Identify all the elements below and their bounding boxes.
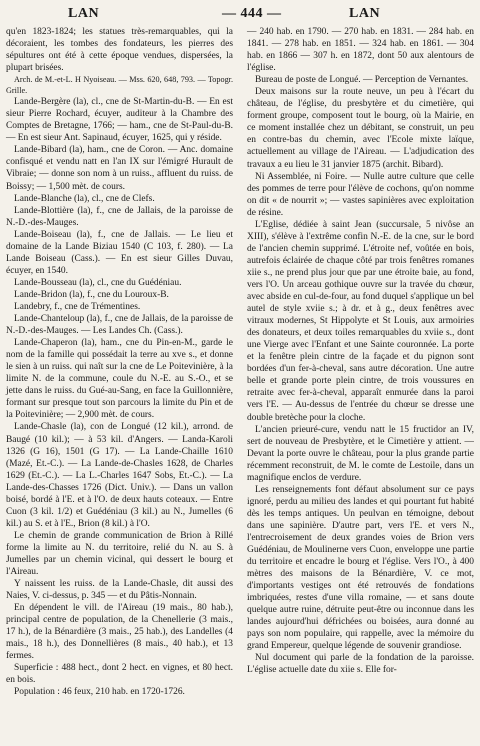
left-column — [6, 26, 233, 699]
entry: Lande-Bousseau (la), cl., cne du Guédéniau. — [14, 277, 182, 288]
entry: Lande-Chaperon (la), ham., cne du Pin-en-M., garde le nom de la famille qui possédait la terre au xve s., et donne le sien à un ruiss. qui naît sur la cne de Le Poitevinière, à la limite N. de la commune, coule du N.-E. au S.-O., et se jette dans le ruiss. du Gué-au-Sang, en face la Guillonnière, formant sur presque tout son parcours la limite du Pin et de la Poitevinière; — 2,900 mèt. de cours. — [6, 338, 233, 421]
paragraph: Bureau de poste de Longué. — Perception de Vernantes. — [255, 75, 469, 86]
paragraph: Le chemin de grande communication de Brion à Rillé forme la limite au N. du territoire, relié du N. au S. à Jumelles par un chemin vicinal, qui dessert le bourg et l'Aireau. — [6, 530, 233, 578]
entry: Lande-Blanche (la), cl., cne de Clefs. — [14, 193, 155, 204]
page-header — [0, 6, 480, 26]
running-head-left: LAN — [68, 6, 100, 21]
paragraph: Nul document qui parle de la fondation de la paroisse. L'église actuelle date du xiie s. Elle for- — [247, 653, 474, 676]
entry: Lande-Chasle (la), con de Longué (12 kil.), arrond. de Baugé (10 kil.); — à 53 kil. d'Angers. — Landa-Karoli 1326 (G 16), 1501 (G 17). — La Lande-Chaille 1610 (Mazé, Et.-C.). — La Lande-de-Chasles 1628, de Charles 1629 (Et.-C.). — La L.-Charles 1647 Sobs, Et.-C.). — La Lande-des-Chasses 1726 (Dict. Univ.). — Dans un vallon boisé, bordé à l'E. et à l'O. de deux hauts coteaux. — Entre Cuon (3 kil. 1/2) et Guédéniau (3 kil.) au N., Jumelles (6 kil.) au S. et à l'E., Brion (8 kil.) à l'O. — [6, 422, 233, 529]
paragraph: Superficie : 488 hect., dont 2 hect. en vignes, et 80 hect. en bois. — [6, 663, 233, 686]
paragraph: Population : 46 feux, 210 hab. en 1720-1726. — [14, 687, 185, 698]
source-note: Arch. de M.-et-L. H Nyoiseau. — Mss. 620, 648, 793. — Topogr. Grille. — [6, 75, 233, 96]
paragraph: — 240 hab. en 1790. — 270 hab. en 1831. — 284 hab. en 1841. — 278 hab. en 1851. — 324 hab. en 1861. — 304 hab. en 1866 — 307 h. en 1872, dont 50 aux alentours de l'église. — [247, 27, 474, 74]
paragraph: L'ancien prieuré-cure, vendu natt le 15 fructidor an IV, sert de nouveau de Presbytère, et le Cimetière y attient. — Devant la porte ouvre le château, pour la plus grande partie récemment reconstruit, de M. le comte de Lestoile, dans un magnifique enclos de verdure. — [247, 424, 474, 483]
entry: Lande-Bridon (la), f., cne du Louroux-B. — [14, 289, 169, 300]
paragraph: Les renseignements font défaut absolument sur ce pays ignoré, perdu au milieu des landes et qui pourtant fut habité dès les temps antiques. Un peulvan en témoigne, debout dans une sapinière. D'autre part, vers l'E. et vers N., l'entrecroisement de deux grandes voies de Brion vers Guédéniau, de Moulinerne vers Cuon, enveloppe une partie du territoire et encadre le bourg et l'église. Vers l'O., à 400 mètres des maisons de la Bénardière, V. ce mot, d'importants vestiges ont été retrouvés de fondations imbriquées, restes d'une villa romaine, — et sans doute quelque autre ruine, détruite peut-être ou inconnue dans les landes aujourd'hui défrichées ou boisées, aura donné au pays son nom populaire, qui rappelle, avec la mémoire du grand Empereur, quelque légende de souvenir grandiose. — [247, 484, 474, 652]
entry: Lande-Bergère (la), cl., cne de St-Martin-du-B. — En est sieur Pierre Rochard, écuyer, auditeur à la Chambre des Comptes de Bretagne, 1766; — ham., cne de St-Paul-du-B. — En est sieur Ant. Sapinaud, écuyer, 1625, qui y réside. — [6, 97, 233, 144]
page-number: — 444 — — [222, 6, 282, 21]
paragraph: Ni Assemblée, ni Foire. — Nulle autre culture que celle des pommes de terre pour l'élève de cochons, qu'on nomme on dit « de nourrit »; — vastes sapinières avec exploitation de résine. — [247, 171, 474, 218]
entry: Landebry, f., cne de Trémentines. — [14, 301, 141, 312]
paragraph: Y naissent les ruiss. de la Lande-Chasle, dit aussi des Naies, V. ci-dessus, p. 345 — et du Pâtis-Nonnain. — [6, 579, 233, 602]
right-column — [247, 26, 474, 677]
entry: Lande-Bibard (la), ham., cne de Coron. — Anc. domaine confisqué et vendu natt en l'an IX sur l'émigré Hurault de Vibraie; — donne son nom à un ruiss., affluent du ruiss. de Boissy; — 1,500 mèt. de cours. — [6, 145, 233, 192]
entry: Lande-Blottière (la), f., cne de Jallais, de la paroisse de N.-D.-des-Mauges. — [6, 205, 233, 228]
paragraph: En dépendent le vill. de l'Aireau (19 mais., 80 hab.), principal centre de population, de la Chenellerie (3 mais., 17 h.), de la Bénardière (3 mais., 25 hab.), des Landelles (4 mais., 18 h.), des Donnellières (8 mais., 40 hab.), et 13 fermes. — [6, 603, 233, 662]
paragraph: L'Eglise, dédiée à saint Jean (succursale, 5 nivôse an XIII), s'élève à l'extrême confin N.-E. de la cne, sur le bord de l'ancien chemin supprimé. L'étroite nef, voûtée en bois, autrefois éclairée de chaque côté par trois fenêtres romanes xiie s., ne prend plus jour que par une étroite baie, au fond, vers l'O. Un arceau gothique ouvre sur la travée du chœur, avec abside en cul-de-four, au fond duquel s'applique un bel autel de style xviie s.; à dr. et à g., deux fenêtres avec vitraux modernes, St Hippolyte et St Louis, aux armoiries des donateurs, et deux toiles remarquables du xviie s., dont une Vierge avec l'Enfant et une Sainte couronnée. La porte et la fenêtre plein cintre de la façade et du pignon sont bordées d'un fer-à-cheval, sans autre décoration. Une autre belle et grande porte plein cintre, de trois voussures en retraite avec fer-à-cheval, apparaît enmurée dans la paroi vers l'E. — Au-dessus de l'entrée du chœur se dresse une double bretèche pour la cloche. — [247, 219, 474, 423]
entry: Lande-Chanteloup (la), f., cne de Jallais, de la paroisse de N.-D.-des-Mauges. — Les Landes Ch. (Cass.). — [6, 314, 233, 337]
paragraph: Deux maisons sur la route neuve, un peu à l'écart du château, de l'église, du presbytère et du cimetière, qui forment groupe, composent tout le bourg, où la Mairie, en ce moment installée chez un débitant, se construit, un peu en contre-bas du chemin, avec l'Ecole mixte laïque, actuellement au village de l'Aireau. — L'adjudication des travaux a eu lieu le 31 janvier 1875 (archit. Bibard). — [247, 87, 474, 170]
entry: Lande-Boiseau (la), f., cne de Jallais. — Le lieu et domaine de la Lande Biziau 1540 (C 103, f. 280). — La Lande Boiseau (Cass.). — En est sieur Gilles Duvau, écuyer, en 1540. — [6, 229, 233, 276]
paragraph: qu'en 1823-1824; les statues très-remarquables, qui la décoraient, les tombes des fondateurs, les pierres des sépultures ont été à cette époque vendues, dispersées, la plupart brisées. — [6, 27, 233, 74]
running-head-right: LAN — [349, 6, 381, 21]
